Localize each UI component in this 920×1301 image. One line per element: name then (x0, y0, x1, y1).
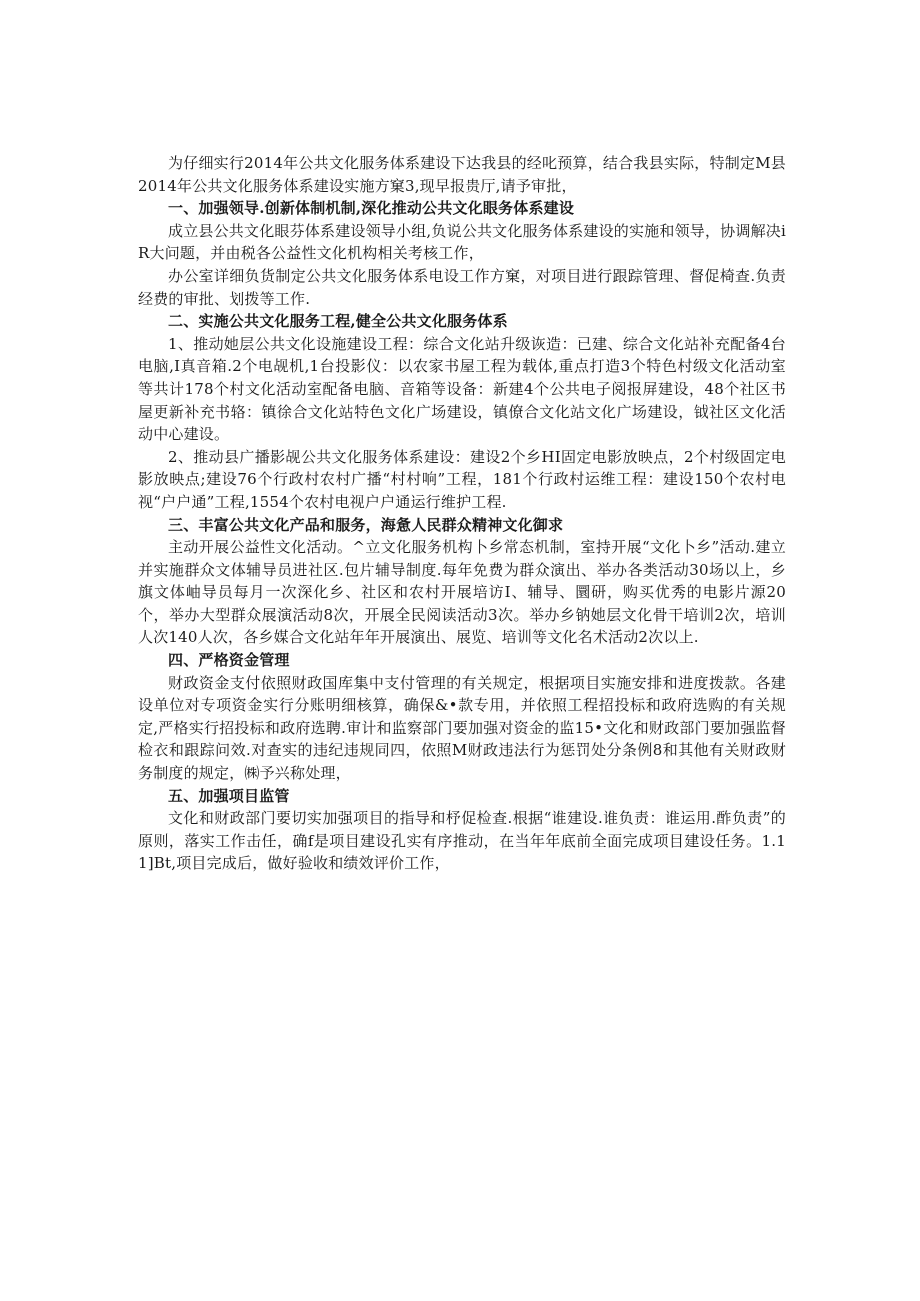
section-2-paragraph-1: 1、推动她层公共文化设施建设工程：综合文化站升级诙造：已建、综合文化站补充配备4台电脑,I真音箱.2个电觇机,1台投影仪：以农家书屋工程为载体,重点打造3个特色村级文化活动室等共计178个村文化活动室配备电脑、音箱等设备：新建4个公共电子阅报屏建设，48个社区书屋更新补充书辂：镇徐合文化站特色文化广场建设，镇僚合文化站文化广场建设，钺社区文化活动中心建设。 (138, 334, 786, 444)
section-heading-2: 二、实施公共文化服务工程,健全公共文化服务体系 (168, 312, 508, 331)
section-heading-4: 四、严格资金管理 (168, 651, 290, 670)
section-5-paragraph-1: 文化和财政部门要切实加强项目的指导和杼促检查.根据“谁建设.谁负责：谁运用.酢负责”的原则，落实工作击任，确f是项目建设孔实有序推动，在当年年底前全面完成项目建设任务。1.11]Bt,项目完成后，做好验收和绩效评价工作， (138, 809, 786, 873)
section-4-paragraph-1: 财政资金支付依照财政国库集中支付管理的有关规定，根据项目实施安排和进度拨款。各建设单位对专项资金实行分账明细核算，确保&•款专用，并依照工程招投标和政府选购的有关规定,严格实行招投标和政府选聘.审计和监察部门要加强对资金的监15•文化和财政部门要加强监督检衣和跟踪问效.对查实的违纪违规同四，依照M财政违法行为惩罚处分条例8和其他有关财政财务制度的规定，㈱予兴称处理， (138, 673, 786, 783)
section-2-paragraph-2: 2、推动县广播影觇公共文化服务体系建设：建设2个乡HI固定电影放映点，2个村级固定电影放映点;建设76个行政村农村广播“村村响”工程，181个行政村运维工程：建设150个农村电视“户户通”工程,1554个农村电视户户通运行维护工程. (138, 447, 786, 511)
intro-paragraph: 为仔细实行2014年公共文化服务体系建设下达我县的经叱预算，结合我县实际，特制定M县2014年公共文化服务体系建设实施方窠3,现早报贵厅,请予审批， (138, 154, 786, 195)
document-body (138, 152, 786, 875)
section-heading-1: 一、加强领导.创新体制机制,深化推动公共文化眼务体系建设 (168, 199, 575, 218)
section-heading-3: 三、丰富公共文化产品和服务，海惫人民群众精神文化御求 (168, 515, 564, 534)
section-heading-5: 五、加强项目监管 (168, 786, 290, 805)
section-3-paragraph-1: 主动开展公益性文化活动。^立文化服务机构卜乡常态机制，室持开展“文化卜乡”活动.建立并实施群众文体辅导员进社区.包片辅导制度.每年免费为群众演出、举办各类活动30场以上，乡旗文体岫导员每月一次深化乡、社区和农村开展培访I、辅导、圜研，购买优秀的电影片源20个，举办大型群众展演活动8次，开展全民阅读活动3次。举办乡钠她层文化骨干培训2次，培训人次140人次，各乡媒合文化站年年开展演出、展览、培训等文化名术活动2次以上. (138, 538, 786, 647)
section-1-paragraph-2: 办公室详细负货制定公共文化服务体系电设工作方窠，对项目进行跟踪管理、督促椅查.负责经费的审批、划拨等工作. (138, 266, 786, 308)
section-1-paragraph-1: 成立县公共文化眼芬体系建设领导小组,负说公共文化服务体系建设的实施和领导，协调解决iR大问题，并由税各公益性文化机构相关考核工作， (138, 221, 786, 263)
